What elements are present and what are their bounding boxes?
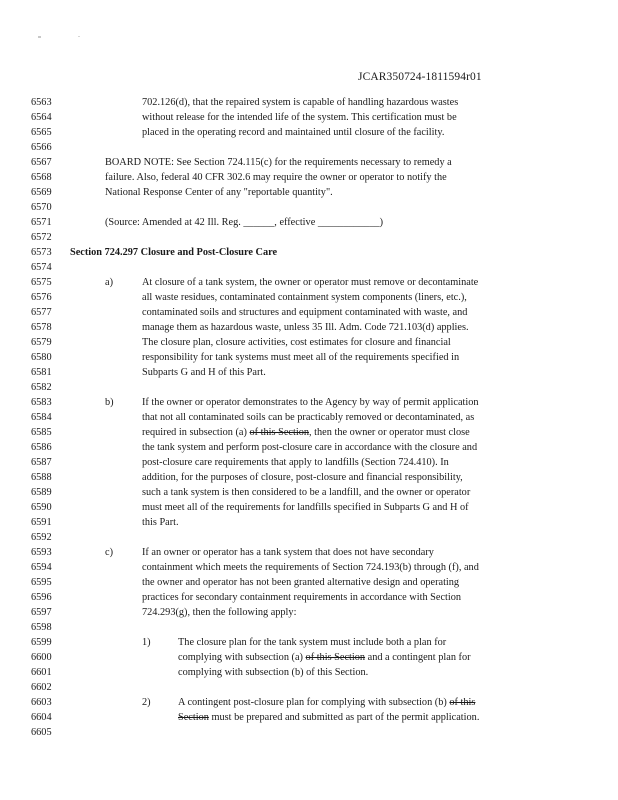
text-line: contaminated soils and structures and equipment contaminated with waste, and xyxy=(142,307,468,318)
line-number: 6603 xyxy=(31,697,52,708)
board-note-line: BOARD NOTE: See Section 724.115(c) for the requirements necessary to remedy a xyxy=(105,157,452,168)
text-line: A contingent post-closure plan for complying with subsection (b) of this xyxy=(178,697,476,708)
line-number: 6601 xyxy=(31,667,52,678)
subsection-label-2: 2) xyxy=(142,697,151,708)
line-number: 6604 xyxy=(31,712,52,723)
text-line: the owner and operator has not been granted alternative design and operating xyxy=(142,577,460,588)
text-line: all waste residues, contaminated containment system components (liners, etc.), xyxy=(142,292,467,303)
line-number: 6574 xyxy=(31,262,52,273)
text-line: that not all contaminated soils can be practicably removed or decontaminated, as xyxy=(142,412,475,423)
text-line: placed in the operating record and maintained until closure of the facility. xyxy=(142,127,445,138)
line-number: 6599 xyxy=(31,637,52,648)
subsection-label-c: c) xyxy=(105,547,113,558)
line-number: 6577 xyxy=(31,307,52,318)
line-number: 6578 xyxy=(31,322,52,333)
text-line: containment which meets the requirements of Section 724.193(b) through (f), and xyxy=(142,562,479,573)
text-line: manage them as hazardous waste, unless 35 Ill. Adm. Code 721.103(d) applies. xyxy=(142,322,469,333)
struck-text: of this Section xyxy=(249,427,310,438)
line-number: 6563 xyxy=(31,97,52,108)
text-line: The closure plan, closure activities, cost estimates for closure and financial xyxy=(142,337,451,348)
line-number: 6567 xyxy=(31,157,52,168)
struck-text: of this Section xyxy=(305,652,366,663)
subsection-label-b: b) xyxy=(105,397,114,408)
text-line: must meet all of the requirements for landfills specified in Subparts G and H of xyxy=(142,502,469,513)
line-number: 6602 xyxy=(31,682,52,693)
text-line: 724.293(g), then the following apply: xyxy=(142,607,297,618)
line-number: 6581 xyxy=(31,367,52,378)
board-note-line: failure. Also, federal 40 CFR 302.6 may require the owner or operator to notify the xyxy=(105,172,447,183)
line-number: 6568 xyxy=(31,172,52,183)
line-number: 6596 xyxy=(31,592,52,603)
line-number: 6582 xyxy=(31,382,52,393)
line-number: 6592 xyxy=(31,532,52,543)
line-number: 6575 xyxy=(31,277,52,288)
text-line: post-closure care requirements that apply to landfills (Section 724.410). In xyxy=(142,457,449,468)
line-number: 6584 xyxy=(31,412,52,423)
text-line: 702.126(d), that the repaired system is capable of handling hazardous wastes xyxy=(142,97,459,108)
text-line: If an owner or operator has a tank system that does not have secondary xyxy=(142,547,434,558)
line-number: 6583 xyxy=(31,397,52,408)
line-number: 6569 xyxy=(31,187,52,198)
scan-speck xyxy=(78,36,80,37)
line-number: 6591 xyxy=(31,517,52,528)
line-number: 6564 xyxy=(31,112,52,123)
line-number: 6580 xyxy=(31,352,52,363)
line-number: 6600 xyxy=(31,652,52,663)
line-number: 6571 xyxy=(31,217,52,228)
line-number: 6590 xyxy=(31,502,52,513)
text-line: such a tank system is then considered to be a landfill, and the owner or operator xyxy=(142,487,471,498)
line-number: 6605 xyxy=(31,727,52,738)
struck-text: Section xyxy=(178,712,209,723)
source-note: (Source: Amended at 42 Ill. Reg. ______, effective ____________) xyxy=(105,217,384,228)
text-line: without release for the intended life of the system. This certification must be xyxy=(142,112,457,123)
line-number: 6585 xyxy=(31,427,52,438)
line-number: 6587 xyxy=(31,457,52,468)
line-number: 6589 xyxy=(31,487,52,498)
section-heading: Section 724.297 Closure and Post-Closure Care xyxy=(70,247,278,258)
text-line: If the owner or operator demonstrates to the Agency by way of permit application xyxy=(142,397,479,408)
line-number: 6579 xyxy=(31,337,52,348)
text-line: the tank system and perform post-closure care in accordance with the closure and xyxy=(142,442,478,453)
text-line: complying with subsection (a) of this Section and a contingent plan for xyxy=(178,652,471,663)
line-number: 6566 xyxy=(31,142,52,153)
line-number: 6597 xyxy=(31,607,52,618)
text-line: addition, for the purposes of closure, post-closure and financial responsibility, xyxy=(142,472,463,483)
line-number: 6598 xyxy=(31,622,52,633)
text-line: The closure plan for the tank system must include both a plan for xyxy=(178,637,447,648)
line-number: 6595 xyxy=(31,577,52,588)
text-line: At closure of a tank system, the owner or operator must remove or decontaminate xyxy=(142,277,479,288)
line-number: 6565 xyxy=(31,127,52,138)
line-number: 6573 xyxy=(31,247,52,258)
line-number: 6594 xyxy=(31,562,52,573)
text-line: practices for secondary containment requirements in accordance with Section xyxy=(142,592,462,603)
text-line: required in subsection (a) of this Section, then the owner or operator must close xyxy=(142,427,470,438)
line-number: 6576 xyxy=(31,292,52,303)
line-number: 6572 xyxy=(31,232,52,243)
board-note-line: National Response Center of any "reportable quantity". xyxy=(105,187,333,198)
document-id-header: JCAR350724-1811594r01 xyxy=(358,71,482,83)
subsection-label-a: a) xyxy=(105,277,113,288)
text-line: complying with subsection (b) of this Section. xyxy=(178,667,369,678)
text-line: this Part. xyxy=(142,517,179,528)
struck-text: of this xyxy=(449,697,476,708)
text-line: Section must be prepared and submitted as part of the permit application. xyxy=(178,712,480,723)
line-number: 6593 xyxy=(31,547,52,558)
line-number: 6586 xyxy=(31,442,52,453)
text-line: responsibility for tank systems must meet all of the requirements specified in xyxy=(142,352,460,363)
subsection-label-1: 1) xyxy=(142,637,151,648)
text-line: Subparts G and H of this Part. xyxy=(142,367,266,378)
scan-speck xyxy=(38,36,41,38)
line-number: 6570 xyxy=(31,202,52,213)
line-number: 6588 xyxy=(31,472,52,483)
